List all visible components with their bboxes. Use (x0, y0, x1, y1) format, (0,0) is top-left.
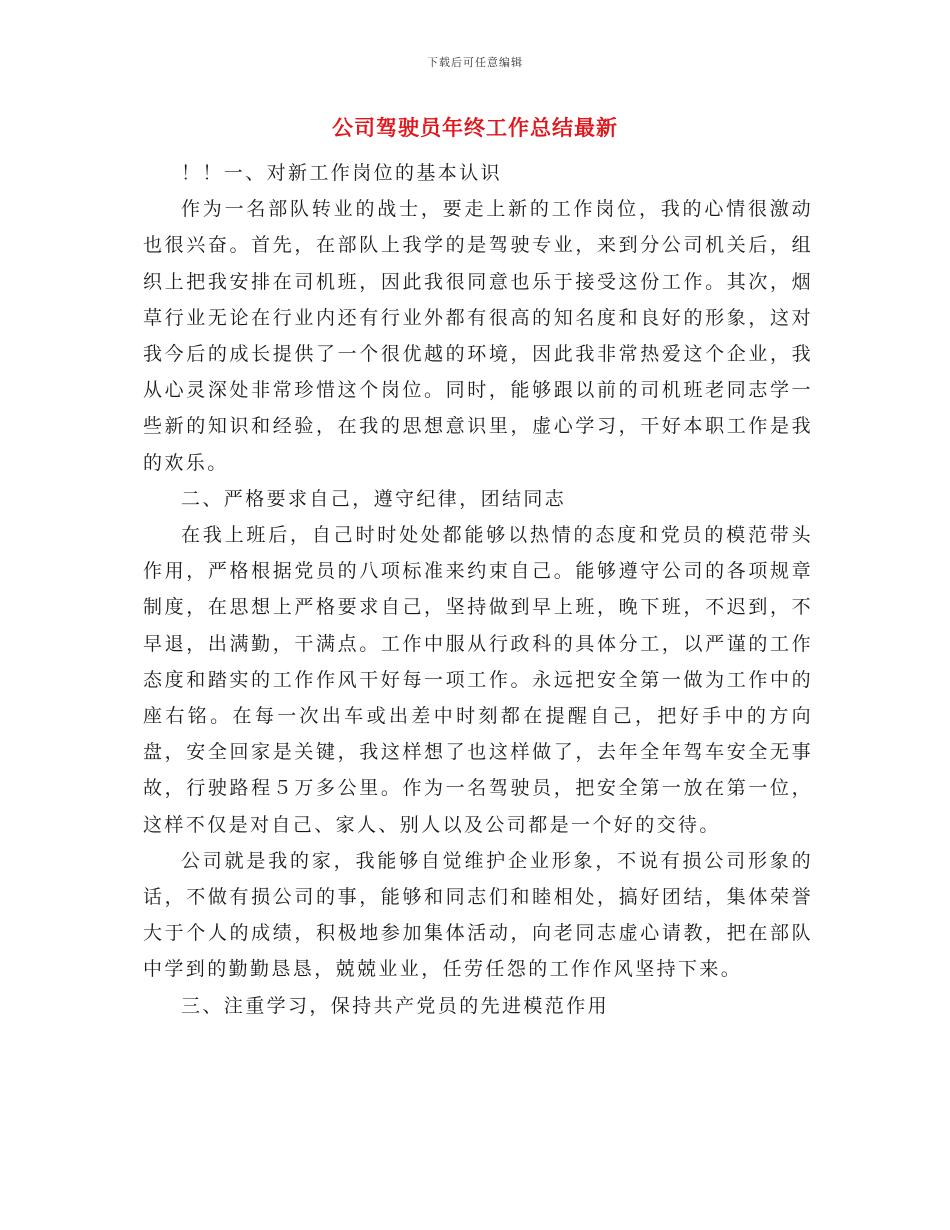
section-heading-3: 三、注重学习，保持共产党员的先进模范作用 (181, 994, 610, 1017)
page-header-note: 下载后可任意编辑 (427, 56, 523, 69)
document-body (143, 155, 813, 1024)
section-heading-2: 二、严格要求自己，遵守纪律，团结同志 (181, 487, 567, 510)
document-title: 公司驾驶员年终工作总结最新 (332, 115, 618, 140)
paragraph-3: 公司就是我的家，我能够自觉维护企业形象，不说有损公司形象的话，不做有损公司的事，能够和同志们和睦相处，搞好团结，集体荣誉大于个人的成绩，积极地参加集体活动，向老同志虚心请教，把在部队中学到的勤勤恳恳，兢兢业业，任劳任怨的工作作风坚持下来。 (143, 849, 813, 981)
paragraph-2: 在我上班后，自己时时处处都能够以热情的态度和党员的模范带头作用，严格根据党员的八项标准来约束自己。能够遵守公司的各项规章制度，在思想上严格要求自己，坚持做到早上班，晚下班，不迟到，不早退，出满勤，干满点。工作中服从行政科的具体分工，以严谨的工作态度和踏实的工作作风干好每一项工作。永远把安全第一做为工作中的座右铭。在每一次出车或出差中时刻都在提醒自己，把好手中的方向盘，安全回家是关键，我这样想了也这样做了，去年全年驾车安全无事故，行驶路程５万多公里。作为一名驾驶员，把安全第一放在第一位，这样不仅是对自己、家人、别人以及公司都是一个好的交待。 (143, 524, 813, 836)
section-heading-1: ！！一、对新工作岗位的基本认识 (181, 162, 503, 184)
paragraph-1: 作为一名部队转业的战士，要走上新的工作岗位，我的心情很激动也很兴奋。首先，在部队上我学的是驾驶专业，来到分公司机关后，组织上把我安排在司机班，因此我很同意也乐于接受这份工作。其次，烟草行业无论在行业内还有行业外都有很高的知名度和良好的形象，这对我今后的成长提供了一个很优越的环境，因此我非常热爱这个企业，我从心灵深处非常珍惜这个岗位。同时，能够跟以前的司机班老同志学一些新的知识和经验，在我的思想意识里，虚心学习，干好本职工作是我的欢乐。 (143, 198, 813, 474)
